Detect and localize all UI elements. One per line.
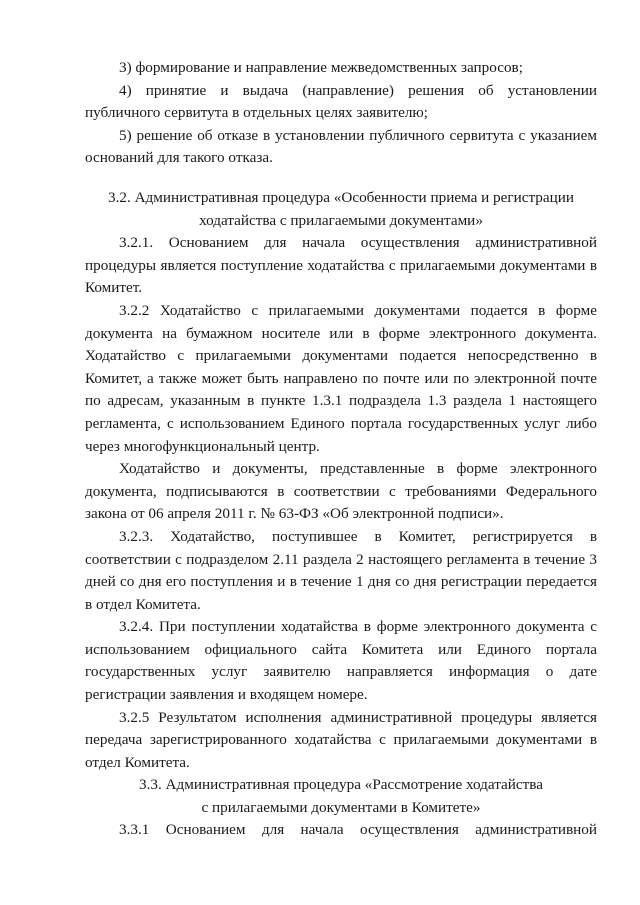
paragraph: 3.2.3. Ходатайство, поступившее в Комитет, регистрируется в соответствии с подразделом 2.11 раздела 2 настоящего регламента в течение 3 дней со дня его поступления и в течение 1 дня со дня регистрации передается в отдел Комитета. [85, 527, 597, 613]
paragraph: 3.2.4. При поступлении ходатайства в форме электронного документа с использованием официального сайта Комитета или Единого портала государственных услуг заявителю направляется информация о дате регистрации заявления и входящем номере. [85, 618, 597, 704]
paragraph: 3.2.1. Основанием для начала осуществления административной процедуры является поступление ходатайства с прилагаемыми документами в Комитет. [85, 234, 597, 297]
section-heading [85, 187, 597, 232]
list-item: 5) решение об отказе в установлении публичного сервитута с указанием оснований для такого отказа. [85, 126, 597, 167]
paragraph: 3.2.2 Ходатайство с прилагаемыми документами подается в форме документа на бумажном носителе или в форме электронного документа. Ходатайство с прилагаемыми документами подается непосредственно в Комитет, а также может быть направлено по почте или по электронной почте по адресам, указанным в пункте 1.3.1 подраздела 1.3 раздела 1 настоящего регламента, с использованием Единого портала государственных услуг либо через многофункциональный центр. [85, 301, 597, 455]
section-heading [85, 774, 597, 819]
section-3-3 [85, 774, 597, 842]
paragraph: 3.2.5 Результатом исполнения административной процедуры является передача зарегистрированного ходатайства с прилагаемыми документами в отдел Комитета. [85, 708, 597, 771]
heading-line: с прилагаемыми документами в Комитете» [201, 798, 481, 816]
procedure-list [85, 57, 597, 170]
heading-line: 3.2. Административная процедура «Особенности приема и регистрации [107, 189, 575, 206]
heading-line: ходатайства с прилагаемыми документами» [199, 211, 483, 229]
paragraph: 3.3.1 Основанием для начала осуществления административной [119, 821, 597, 839]
list-item: 4) принятие и выдача (направление) решения об установлении публичного сервитута в отдельных целях заявителю; [85, 81, 597, 122]
list-item: 3) формирование и направление межведомственных запросов; [119, 59, 523, 76]
paragraph: Ходатайство и документы, представленные в форме электронного документа, подписываются в соответствии с требованиями Федерального закона от 06 апреля 2011 г. № 63-ФЗ «Об электронной подписи». [85, 460, 597, 523]
section-3-2 [85, 187, 597, 774]
heading-line: 3.3. Административная процедура «Рассмотрение ходатайства [138, 776, 544, 793]
